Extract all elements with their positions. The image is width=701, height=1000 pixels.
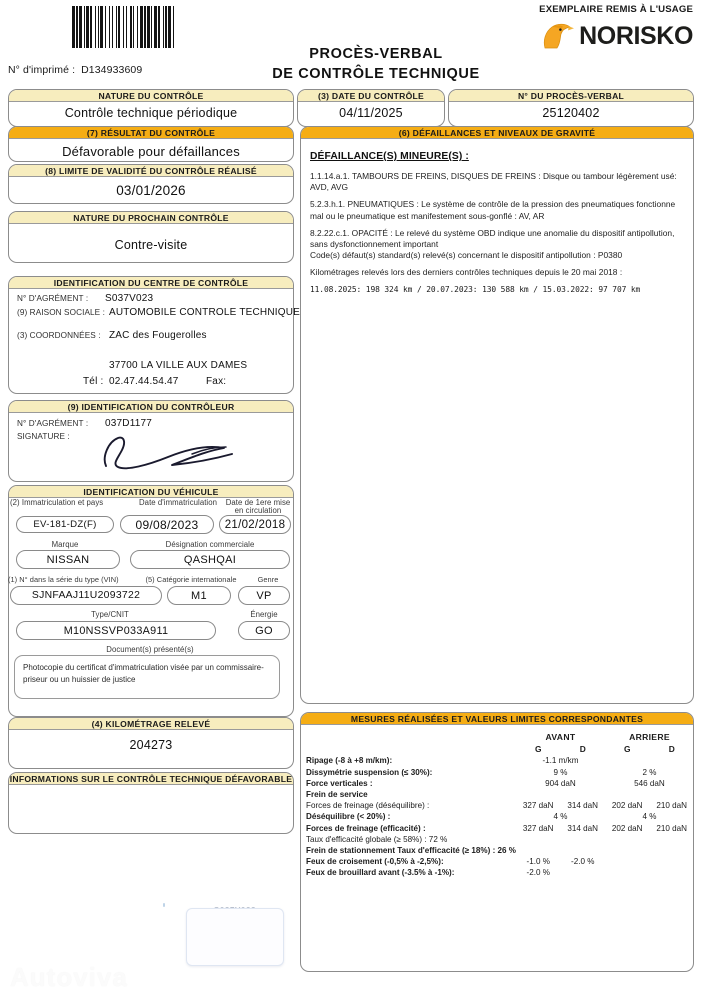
centre-agrement-label: N° D'AGRÉMENT :	[17, 294, 89, 303]
measures-row	[306, 823, 694, 834]
page-title-line1: PROCÈS-VERBAL	[309, 46, 443, 62]
norisko-logo	[541, 22, 693, 50]
caption-categorie: (5) Catégorie internationale	[145, 575, 237, 584]
centre-tel-label: Tél :	[83, 376, 104, 387]
caption-type-cnit: Type/CNIT	[91, 610, 129, 619]
caption-immatriculation: (2) Immatriculation et pays	[10, 498, 104, 507]
pv-number-value: 25120402	[542, 106, 600, 120]
panel-nature-controle-header: NATURE DU CONTRÔLE	[9, 90, 293, 102]
panel-centre-controle-header: IDENTIFICATION DU CENTRE DE CONTRÔLE	[9, 277, 293, 289]
printed-number-value: D134933609	[81, 64, 143, 76]
panel-kilometrage-header: (4) KILOMÉTRAGE RELEVÉ	[9, 718, 293, 730]
measures-cell: 210 daN	[656, 801, 688, 811]
measures-axis-rear: ARRIERE	[629, 732, 670, 743]
field-immatriculation[interactable]: EV-181-DZ(F)	[16, 516, 114, 533]
caption-energie: Énergie	[250, 610, 278, 619]
panel-mesures-header: MESURES RÉALISÉES ET VALEURS LIMITES CORRESPONDANTES	[301, 713, 693, 725]
centre-raison-value: AUTOMOBILE CONTROLE TECHNIQUE	[109, 307, 301, 318]
defaillances-subtitle: DÉFAILLANCE(S) MINEURE(S) :	[310, 151, 469, 162]
measures-cell	[649, 867, 694, 878]
centre-raison-label: (9) RAISON SOCIALE :	[17, 308, 105, 317]
panel-centre-controle	[8, 276, 301, 394]
field-genre[interactable]: VP	[238, 586, 290, 605]
brand-name: NORISKO	[579, 21, 693, 50]
centre-tel-value: 02.47.44.54.47	[109, 376, 179, 387]
measures-axis-front: AVANT	[545, 732, 576, 743]
measures-row-label: Frein de stationnement Taux d'efficacité (≥ 18%) : 26 %	[306, 845, 516, 855]
measures-cell	[605, 755, 694, 766]
measures-row-label: Dissymétrie suspension (≤ 30%):	[306, 767, 433, 777]
panel-prochain-controle	[8, 211, 294, 263]
measures-cell: -2.0 %	[571, 857, 595, 867]
caption-vin: (1) N° dans la série du type (VIN)	[8, 575, 119, 584]
eagle-icon	[541, 22, 575, 50]
measures-row-label: Forces de freinage (déséquilibre) :	[306, 801, 430, 811]
panel-prochain-controle-header: NATURE DU PROCHAIN CONTRÔLE	[9, 212, 293, 224]
resultat-value: Défavorable pour défaillances	[62, 144, 240, 159]
caption-date-mec-line2: en circulation	[234, 506, 282, 515]
defaillances-history-line: 11.08.2025: 198 324 km / 20.07.2023: 130 588 km / 15.03.2022: 97 707 km	[310, 285, 641, 295]
document-header	[0, 0, 701, 88]
measures-row-label: Taux d'efficacité globale (≥ 58%) : 72 %	[306, 834, 448, 844]
field-energie[interactable]: GO	[238, 621, 290, 640]
measures-cell: 9 %	[553, 767, 568, 777]
measures-row-label: Feux de croisement (-0,5% à -2,5%):	[306, 857, 444, 867]
measures-cell: 4 %	[553, 812, 568, 822]
measures-cell: 202 daN	[611, 801, 643, 811]
controleur-agrement-value: 037D1177	[105, 418, 153, 429]
measures-row-label: Ripage (-8 à +8 m/km):	[306, 756, 393, 766]
panel-controleur-header: (9) IDENTIFICATION DU CONTRÔLEUR	[9, 401, 293, 413]
panel-defaillances-header: (6) DÉFAILLANCES ET NIVEAUX DE GRAVITÉ	[301, 127, 693, 139]
measures-row	[306, 867, 694, 878]
panel-info-defavorable	[8, 772, 294, 834]
measures-row-label: Feux de brouillard avant (-3.5% à -1%):	[306, 868, 455, 878]
centre-city: 37700 LA VILLE AUX DAMES	[109, 360, 248, 371]
panel-resultat	[8, 126, 294, 162]
signature-icon	[96, 432, 246, 474]
centre-coord-label: (3) COORDONNÉES :	[17, 331, 101, 340]
centre-coord-value: ZAC des Fougerolles	[109, 330, 207, 341]
caption-genre: Genre	[257, 575, 279, 584]
measures-cell	[605, 856, 650, 867]
measures-cell: -1.1 m/km	[542, 756, 579, 766]
defaillances-list	[310, 171, 684, 261]
measures-row	[306, 755, 694, 766]
caption-documents: Document(s) présenté(s)	[106, 645, 194, 654]
measures-cell: 2 %	[642, 767, 657, 777]
field-designation[interactable]: QASHQAI	[130, 550, 290, 569]
defaillance-item: 5.2.3.h.1. PNEUMATIQUES : Le système de contrôle de la pression des pneumatiques fonctionne mal ou le pneumatique est manifestement sous-gonflé : AV, AR	[310, 199, 676, 221]
measures-row	[306, 767, 694, 778]
measures-cell: -2.0 %	[526, 868, 550, 878]
caption-designation: Désignation commerciale	[165, 540, 255, 549]
measures-cell: 210 daN	[656, 823, 688, 833]
panel-defaillances	[300, 126, 694, 704]
measures-row	[306, 800, 694, 811]
measures-cell: 202 daN	[611, 823, 643, 833]
measures-table	[306, 731, 694, 878]
measures-row-label: Forces de freinage (efficacité) :	[306, 823, 426, 833]
measures-cell: -1.0 %	[526, 857, 550, 867]
panel-resultat-header: (7) RÉSULTAT DU CONTRÔLE	[9, 127, 293, 139]
measures-row	[306, 834, 694, 845]
validite-value: 03/01/2026	[116, 183, 186, 198]
controleur-agrement-label: N° D'AGRÉMENT :	[17, 419, 89, 428]
measures-row-label: Force verticales :	[306, 778, 373, 788]
field-marque[interactable]: NISSAN	[16, 550, 120, 569]
panel-nature-controle	[8, 89, 294, 127]
field-vin[interactable]: SJNFAAJ11U2093722	[10, 586, 162, 605]
measures-row	[306, 789, 694, 800]
panel-pv-number	[448, 89, 694, 127]
date-controle-value: 04/11/2025	[339, 106, 403, 120]
watermark: Autoviva	[10, 962, 128, 992]
defaillance-item: 8.2.22.c.1. OPACITÉ : Le relevé du système OBD indique une anomalie du dispositif antipollution, sans dysfonctionnement important Code(s) défaut(s) standard(s) relevé(s) concernant le dispositif antipollution : P0380	[310, 227, 675, 261]
measures-cell	[605, 867, 650, 878]
caption-marque: Marque	[51, 540, 79, 549]
field-date-mec[interactable]: 21/02/2018	[219, 515, 291, 534]
centre-fax-label: Fax:	[206, 376, 227, 387]
measures-cell: 314 daN	[567, 823, 599, 833]
measures-side-front-right: D	[579, 744, 586, 755]
measures-side-rear-left: G	[623, 744, 631, 755]
panel-info-defavorable-header: INFORMATIONS SUR LE CONTRÔLE TECHNIQUE DÉFAVORABLE	[9, 774, 293, 784]
printed-number	[8, 64, 142, 76]
panel-validite	[8, 164, 294, 204]
measures-cell: 314 daN	[567, 801, 599, 811]
field-date-immatriculation[interactable]: 09/08/2023	[120, 515, 214, 534]
defaillance-item: 1.1.14.a.1. TAMBOURS DE FREINS, DISQUES DE FREINS : Disque ou tambour légèrement usé: AVD, AVG	[310, 171, 677, 193]
measures-cell	[516, 789, 694, 800]
centre-agrement-value: S037V023	[105, 293, 154, 304]
measures-row	[306, 856, 694, 867]
measures-cell: 546 daN	[634, 778, 665, 788]
nature-controle-value: Contrôle technique périodique	[64, 106, 238, 120]
measures-cell	[516, 834, 694, 845]
measures-cell	[649, 856, 694, 867]
stamp-box	[186, 908, 284, 966]
panel-vehicule-header: IDENTIFICATION DU VÉHICULE	[9, 486, 293, 498]
field-documents-presentes: Photocopie du certificat d'immatriculation visée par un commissaire-priseur ou un huissier de justice	[14, 655, 280, 699]
measures-side-front-left: G	[534, 744, 542, 755]
panel-date-controle-header: (3) DATE DU CONTRÔLE	[298, 90, 444, 102]
panel-validite-header: (8) LIMITE DE VALIDITÉ DU CONTRÔLE RÉALISÉ	[9, 165, 293, 177]
panel-kilometrage	[8, 717, 294, 769]
measures-cell	[560, 867, 605, 878]
panel-pv-number-header: N° DU PROCÈS-VERBAL	[449, 90, 693, 102]
printed-number-label: N° d'imprimé :	[8, 64, 76, 76]
panel-date-controle	[297, 89, 445, 127]
caption-date-immatriculation: Date d'immatriculation	[139, 498, 217, 507]
defaillances-history-intro: Kilométrages relevés lors des derniers contrôles techniques depuis le 20 mai 2018 :	[310, 267, 623, 278]
page-title	[246, 44, 506, 84]
prochain-controle-value: Contre-visite	[114, 238, 188, 252]
field-type-cnit[interactable]: M10NSSVP033A911	[16, 621, 216, 640]
measures-side-rear-right: D	[668, 744, 675, 755]
measures-cell	[516, 845, 694, 856]
controleur-signature-label: SIGNATURE :	[17, 432, 70, 441]
barcode	[72, 6, 177, 48]
kilometrage-value: 204273	[129, 738, 173, 752]
caption-date-mec-line1: Date de 1ere mise	[225, 498, 291, 507]
measures-row-label: Déséquilibre (< 20%) :	[306, 812, 391, 822]
field-categorie[interactable]: M1	[167, 586, 231, 605]
measures-row	[306, 811, 694, 822]
measures-row	[306, 778, 694, 789]
speck	[163, 903, 165, 907]
page-title-line2: DE CONTRÔLE TECHNIQUE	[272, 66, 480, 82]
measures-row	[306, 845, 694, 856]
measures-cell: 904 daN	[545, 778, 576, 788]
measures-cell: 327 daN	[522, 823, 554, 833]
measures-cell: 327 daN	[522, 801, 554, 811]
measures-cell: 4 %	[642, 812, 657, 822]
measures-row-label: Frein de service	[306, 790, 368, 800]
copy-notice: EXEMPLAIRE REMIS À L'USAGE	[539, 4, 693, 15]
